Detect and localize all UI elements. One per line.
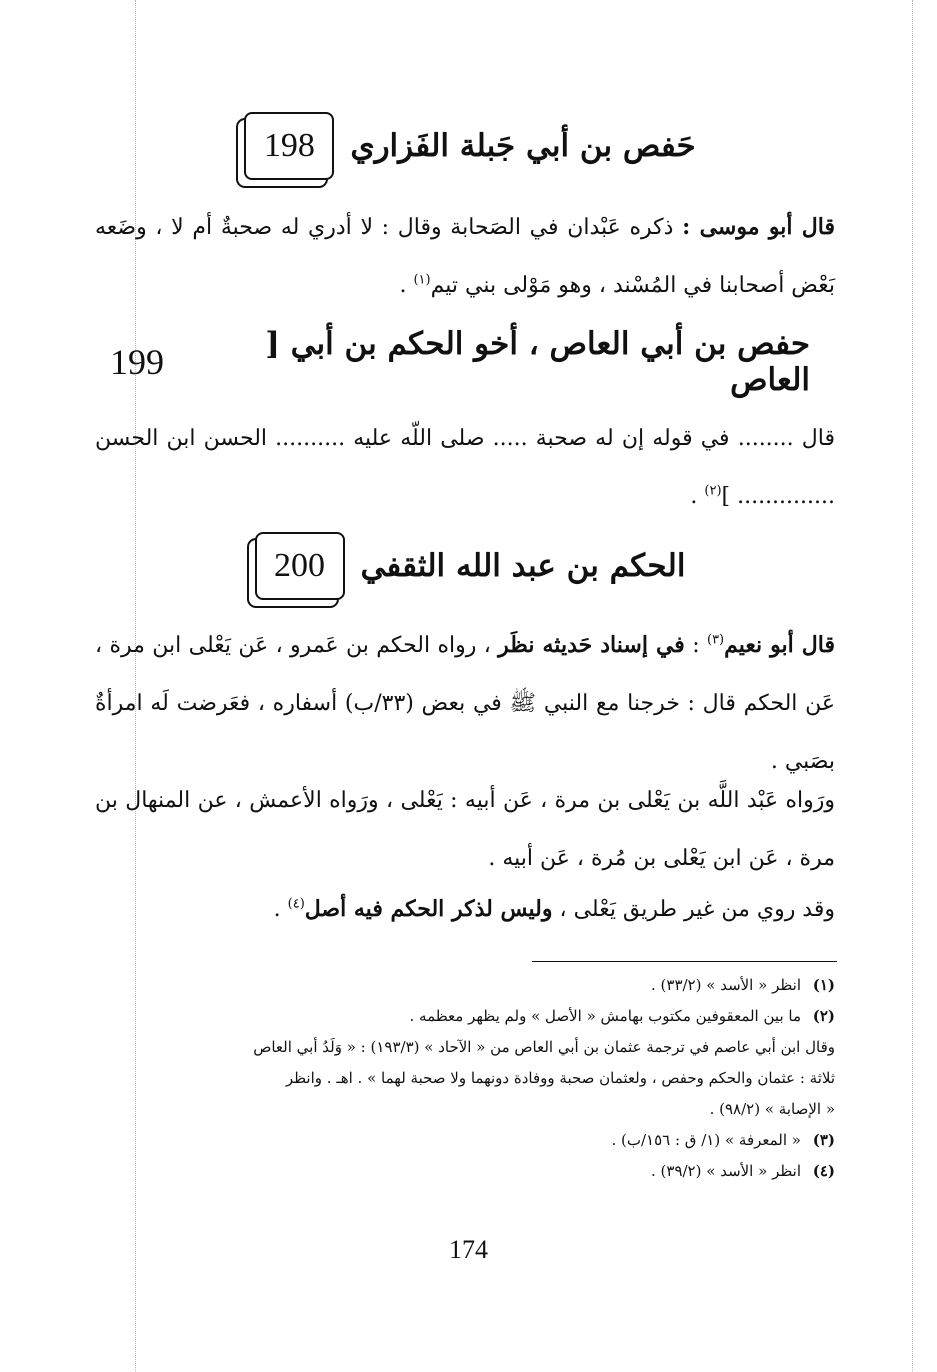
paragraph-text: : xyxy=(684,633,707,658)
footnote-mark: (٣) xyxy=(812,1131,835,1149)
entry-title: حفص بن أبي العاص ، أخو الحكم بن أبي [ العاص xyxy=(265,326,810,398)
footnote-separator xyxy=(532,961,837,962)
footnote-text: « المعرفة » (١/ ق : ١٥٦/ب) . xyxy=(611,1131,801,1149)
footnote-1 xyxy=(95,970,835,1001)
paragraph-text: ، رواه الحكم بن عَمرو ، عَن يَعْلى ابن مرة ، عَن الحكم قال : خرجنا مع النبي ﷺ في بعض (٣٣/ب) أسفاره ، فعَرضت لَه امرأةٌ بصَبي . xyxy=(95,633,835,774)
footnote-text: انظر « الأسد » (٣٩/٢) . xyxy=(651,1162,801,1180)
quote-attribution: قال أبو موسى : xyxy=(682,214,835,240)
entry-number: 200 xyxy=(274,547,326,584)
footnote-text: وقال ابن أبي عاصم في ترجمة عثمان بن أبي العاص من « الآحاد » (١٩٣/٣) : « وَلَدُ أبي العاص xyxy=(253,1038,835,1056)
footnote-ref: (٣) xyxy=(706,632,725,648)
paragraph-end: . xyxy=(273,897,288,922)
footnote-mark: (٢) xyxy=(812,1007,835,1025)
footnote-2 xyxy=(95,1001,835,1032)
entry-number-box xyxy=(255,532,345,600)
footnote-ref: (١) xyxy=(413,272,431,288)
entry-number: 199 xyxy=(110,342,164,382)
footnote-text: ما بين المعقوفين مكتوب بهامش « الأصل » ولم يظهر معظمه . xyxy=(409,1007,801,1025)
quote-attribution: قال أبو نعيم xyxy=(724,632,836,658)
paragraph-text: وقد روي من غير طريق يَعْلى ، xyxy=(552,897,835,922)
scan-artifact xyxy=(912,0,913,1372)
entry-paragraph xyxy=(95,410,835,526)
page-number: 174 xyxy=(449,1235,488,1264)
entry-number-box xyxy=(244,112,334,180)
entry-paragraph xyxy=(95,880,835,939)
emphasis-phrase: في إسناد حَديثه نظَر xyxy=(498,632,685,658)
entry-heading-199 xyxy=(110,326,810,398)
paragraph-text: ذكره عَبْدان في الصَحابة وقال : لا أدري له صحبةٌ أم لا ، وضَعه بَعْض أصحابنا في المُسْند ، وهو مَوْلى بني تيم xyxy=(95,215,835,298)
paragraph-text: ورَواه عَبْد اللَّه بن يَعْلى بن مرة ، عَن أبيه : يَعْلى ، ورَواه الأعمش ، عن المنهال بن مرة ، عَن ابن يَعْلى بن مُرة ، عَن أبيه . xyxy=(95,788,836,871)
paragraph-text: قال ........ في قوله إن له صحبة ..... صلى اللّه عليه .......... الحسن ابن الحسن .............. ] xyxy=(95,426,835,509)
paragraph-end: . xyxy=(399,273,414,298)
footnote-text: انظر « الأسد » (٣٣/٢) . xyxy=(651,976,801,994)
footnote-4 xyxy=(95,1156,835,1187)
footnote-text: « الإصابة » (٩٨/٢) . xyxy=(709,1100,835,1118)
footnote-mark: (٤) xyxy=(812,1162,835,1180)
entry-paragraph xyxy=(95,616,835,791)
emphasis-phrase: وليس لذكر الحكم فيه أصل xyxy=(304,896,553,922)
entry-title: حَفص بن أبي جَبلة الفَزاري xyxy=(350,128,696,164)
entry-heading-200 xyxy=(90,532,850,600)
footnote-text: ثلاثة : عثمان والحكم وحفص ، ولعثمان صحبة ووفادة دونهما ولا صحبة لهما » . اهـ . وانظر xyxy=(285,1069,835,1087)
footnote-mark: (١) xyxy=(812,976,835,994)
entry-title: الحكم بن عبد الله الثقفي xyxy=(360,548,686,584)
footnote-ref: (٢) xyxy=(704,483,722,499)
footnote-3 xyxy=(95,1125,835,1156)
footnotes xyxy=(95,970,835,1187)
entry-paragraph xyxy=(95,772,835,888)
entry-paragraph xyxy=(95,198,835,315)
entry-heading-198 xyxy=(90,112,850,180)
paragraph-end: . xyxy=(690,484,705,509)
footnote-ref: (٤) xyxy=(287,896,305,912)
entry-number: 198 xyxy=(263,127,315,164)
